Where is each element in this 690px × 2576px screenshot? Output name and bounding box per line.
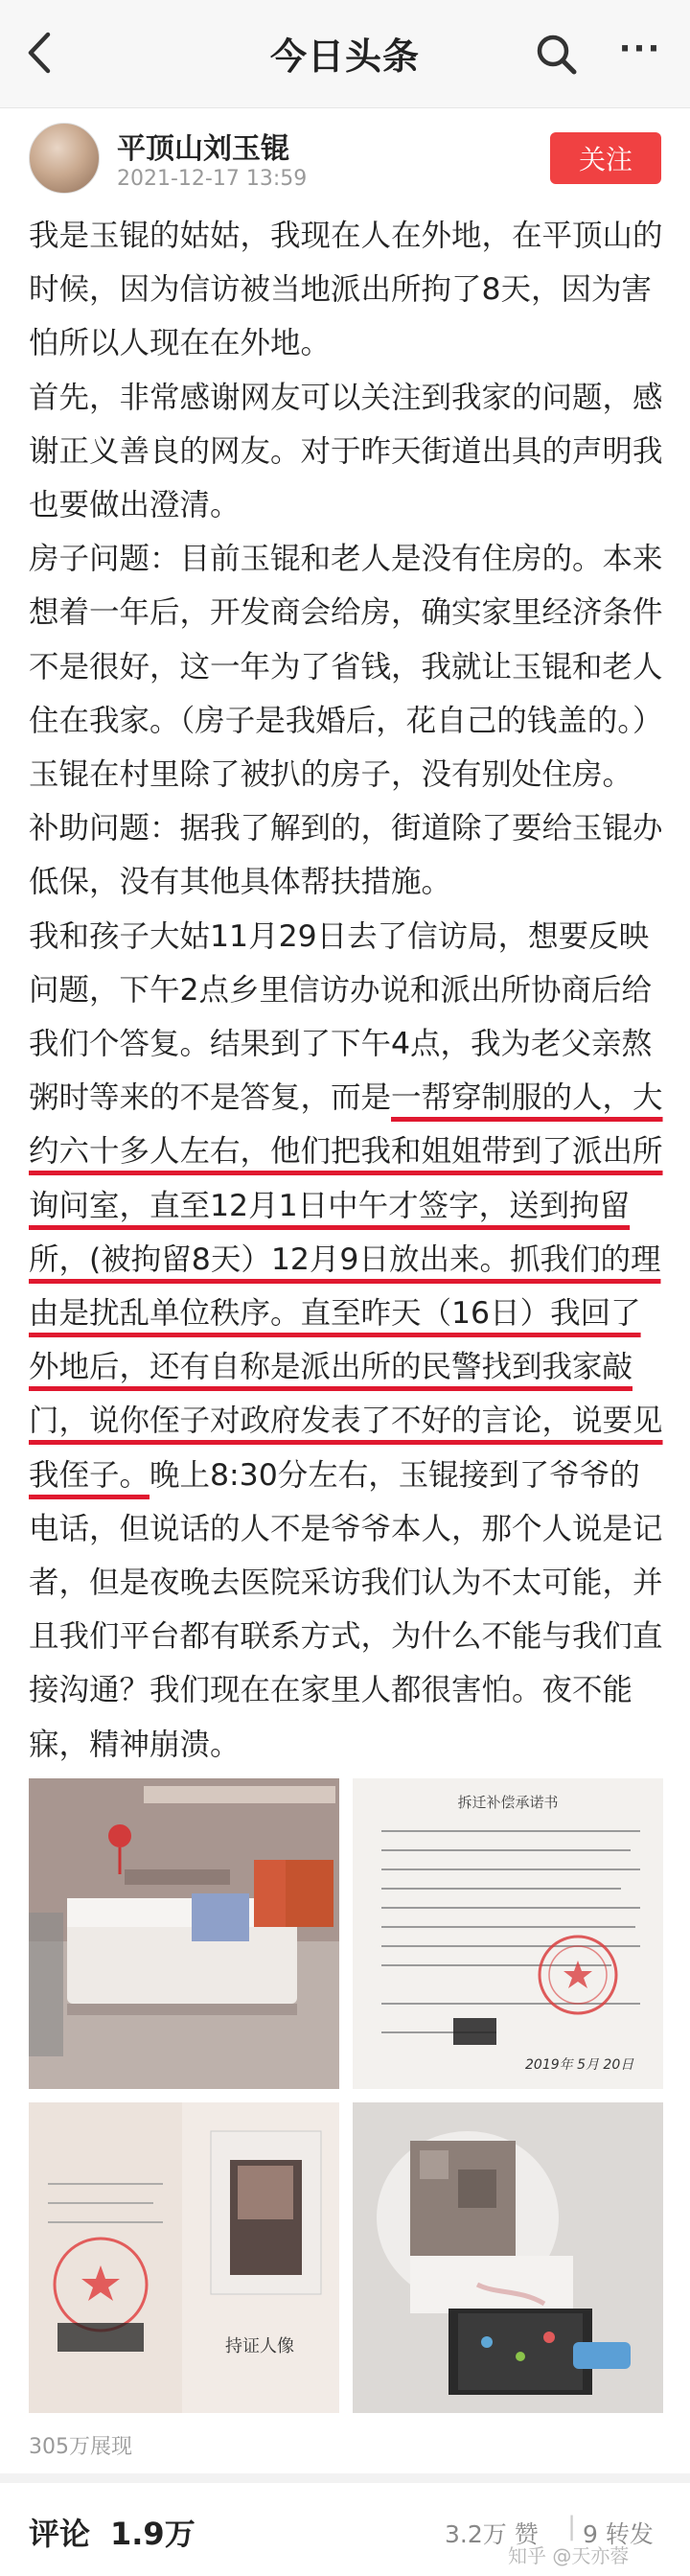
photo-document[interactable] bbox=[353, 1778, 663, 2089]
stat-separator: | bbox=[567, 2512, 577, 2541]
author-bar bbox=[0, 107, 690, 208]
article-paragraph: 补助问题：据我了解到的，街道除了要给玉锟办低保，没有其他具体帮扶措施。 bbox=[29, 811, 663, 900]
person-image bbox=[353, 2102, 663, 2413]
document-image bbox=[353, 1778, 663, 2089]
photo-grid bbox=[29, 1778, 663, 2411]
paragraph-text: 我和孩子大姑11月29日去了信访局，想要反映问题，下午2点乡里信访办说和派出所协商后给我们个答复。结果到了下午4点，我为老父亲熬粥时等来的不是答复，而是 bbox=[29, 918, 653, 1116]
article-body bbox=[29, 209, 663, 1772]
author-name[interactable]: 平顶山刘玉锟 bbox=[117, 132, 289, 166]
article-paragraph: 首先，非常感谢网友可以关注到我家的问题，感谢正义善良的网友。对于昨天街道出具的声明我也要做出澄清。 bbox=[29, 380, 663, 523]
underlined-text: 一帮穿制服的人，大约六十多人左右，他们把我和姐姐带到了派出所询问室，直至12月1日中午才签字，送到拘留所，(被拘留8天）12月9日放出来。抓我们的理由是扰乱单位秩序。直至昨天（16日）我回了外地后，还有自称是派出所的民警找到我家敲门，说你侄子对政府发表了不好的言论，说要见我侄子。 bbox=[29, 1080, 663, 1493]
share-count[interactable]: 9 转发 bbox=[583, 2520, 654, 2548]
article-paragraph: 我是玉锟的姑姑，我现在人在外地，在平顶山的时候，因为信访被当地派出所拘了8天，因为害怕所以人现在在外地。 bbox=[29, 219, 663, 361]
app-title: 今日头条 bbox=[269, 35, 420, 78]
avatar[interactable] bbox=[29, 123, 100, 194]
comment-label[interactable]: 评论 bbox=[29, 2516, 91, 2552]
comment-bar bbox=[0, 2483, 690, 2576]
publish-date: 2021-12-17 13:59 bbox=[117, 167, 308, 191]
document-title: 拆迁补偿承诺书 bbox=[457, 1794, 559, 1811]
section-divider bbox=[0, 2473, 690, 2483]
more-options-icon[interactable]: ··· bbox=[618, 30, 662, 68]
app-header bbox=[0, 0, 690, 108]
comment-count: 1.9万 bbox=[110, 2516, 196, 2552]
article-paragraph bbox=[29, 910, 663, 1772]
photo-elderly-person[interactable] bbox=[353, 2102, 663, 2413]
view-count: 305万展现 bbox=[29, 2435, 132, 2459]
room-image bbox=[29, 1778, 339, 2089]
follow-button[interactable]: 关注 bbox=[550, 132, 661, 184]
card-image bbox=[29, 2102, 339, 2413]
card-label: 持证人像 bbox=[225, 2336, 294, 2356]
photo-room[interactable] bbox=[29, 1778, 339, 2089]
paragraph-text: 晚上8:30分左右，玉锟接到了爷爷的电话，但说话的人不是爷爷本人，那个人说是记者，但是夜晚去医院采访我们认为不太可能，并且我们平台都有联系方式，为什么不能与我们直接沟通？我们现在在家里人都很害怕。夜不能寐，精神崩溃。 bbox=[29, 1457, 663, 1762]
search-icon[interactable] bbox=[533, 31, 581, 79]
like-count[interactable]: 3.2万 赞 bbox=[445, 2520, 539, 2548]
article-paragraph: 房子问题：目前玉锟和老人是没有住房的。本来想着一年后，开发商会给房，确实家里经济条件不是很好，这一年为了省钱，我就让玉锟和老人住在我家。（房子是我婚后，花自己的钱盖的。）玉锟在村里除了被扒的房子，没有别处住房。 bbox=[29, 542, 663, 793]
watermark: 知乎 @天亦蓉 bbox=[508, 2544, 630, 2567]
photo-disability-card[interactable] bbox=[29, 2102, 339, 2413]
document-date: 2019年 5月 20日 bbox=[525, 2057, 634, 2073]
